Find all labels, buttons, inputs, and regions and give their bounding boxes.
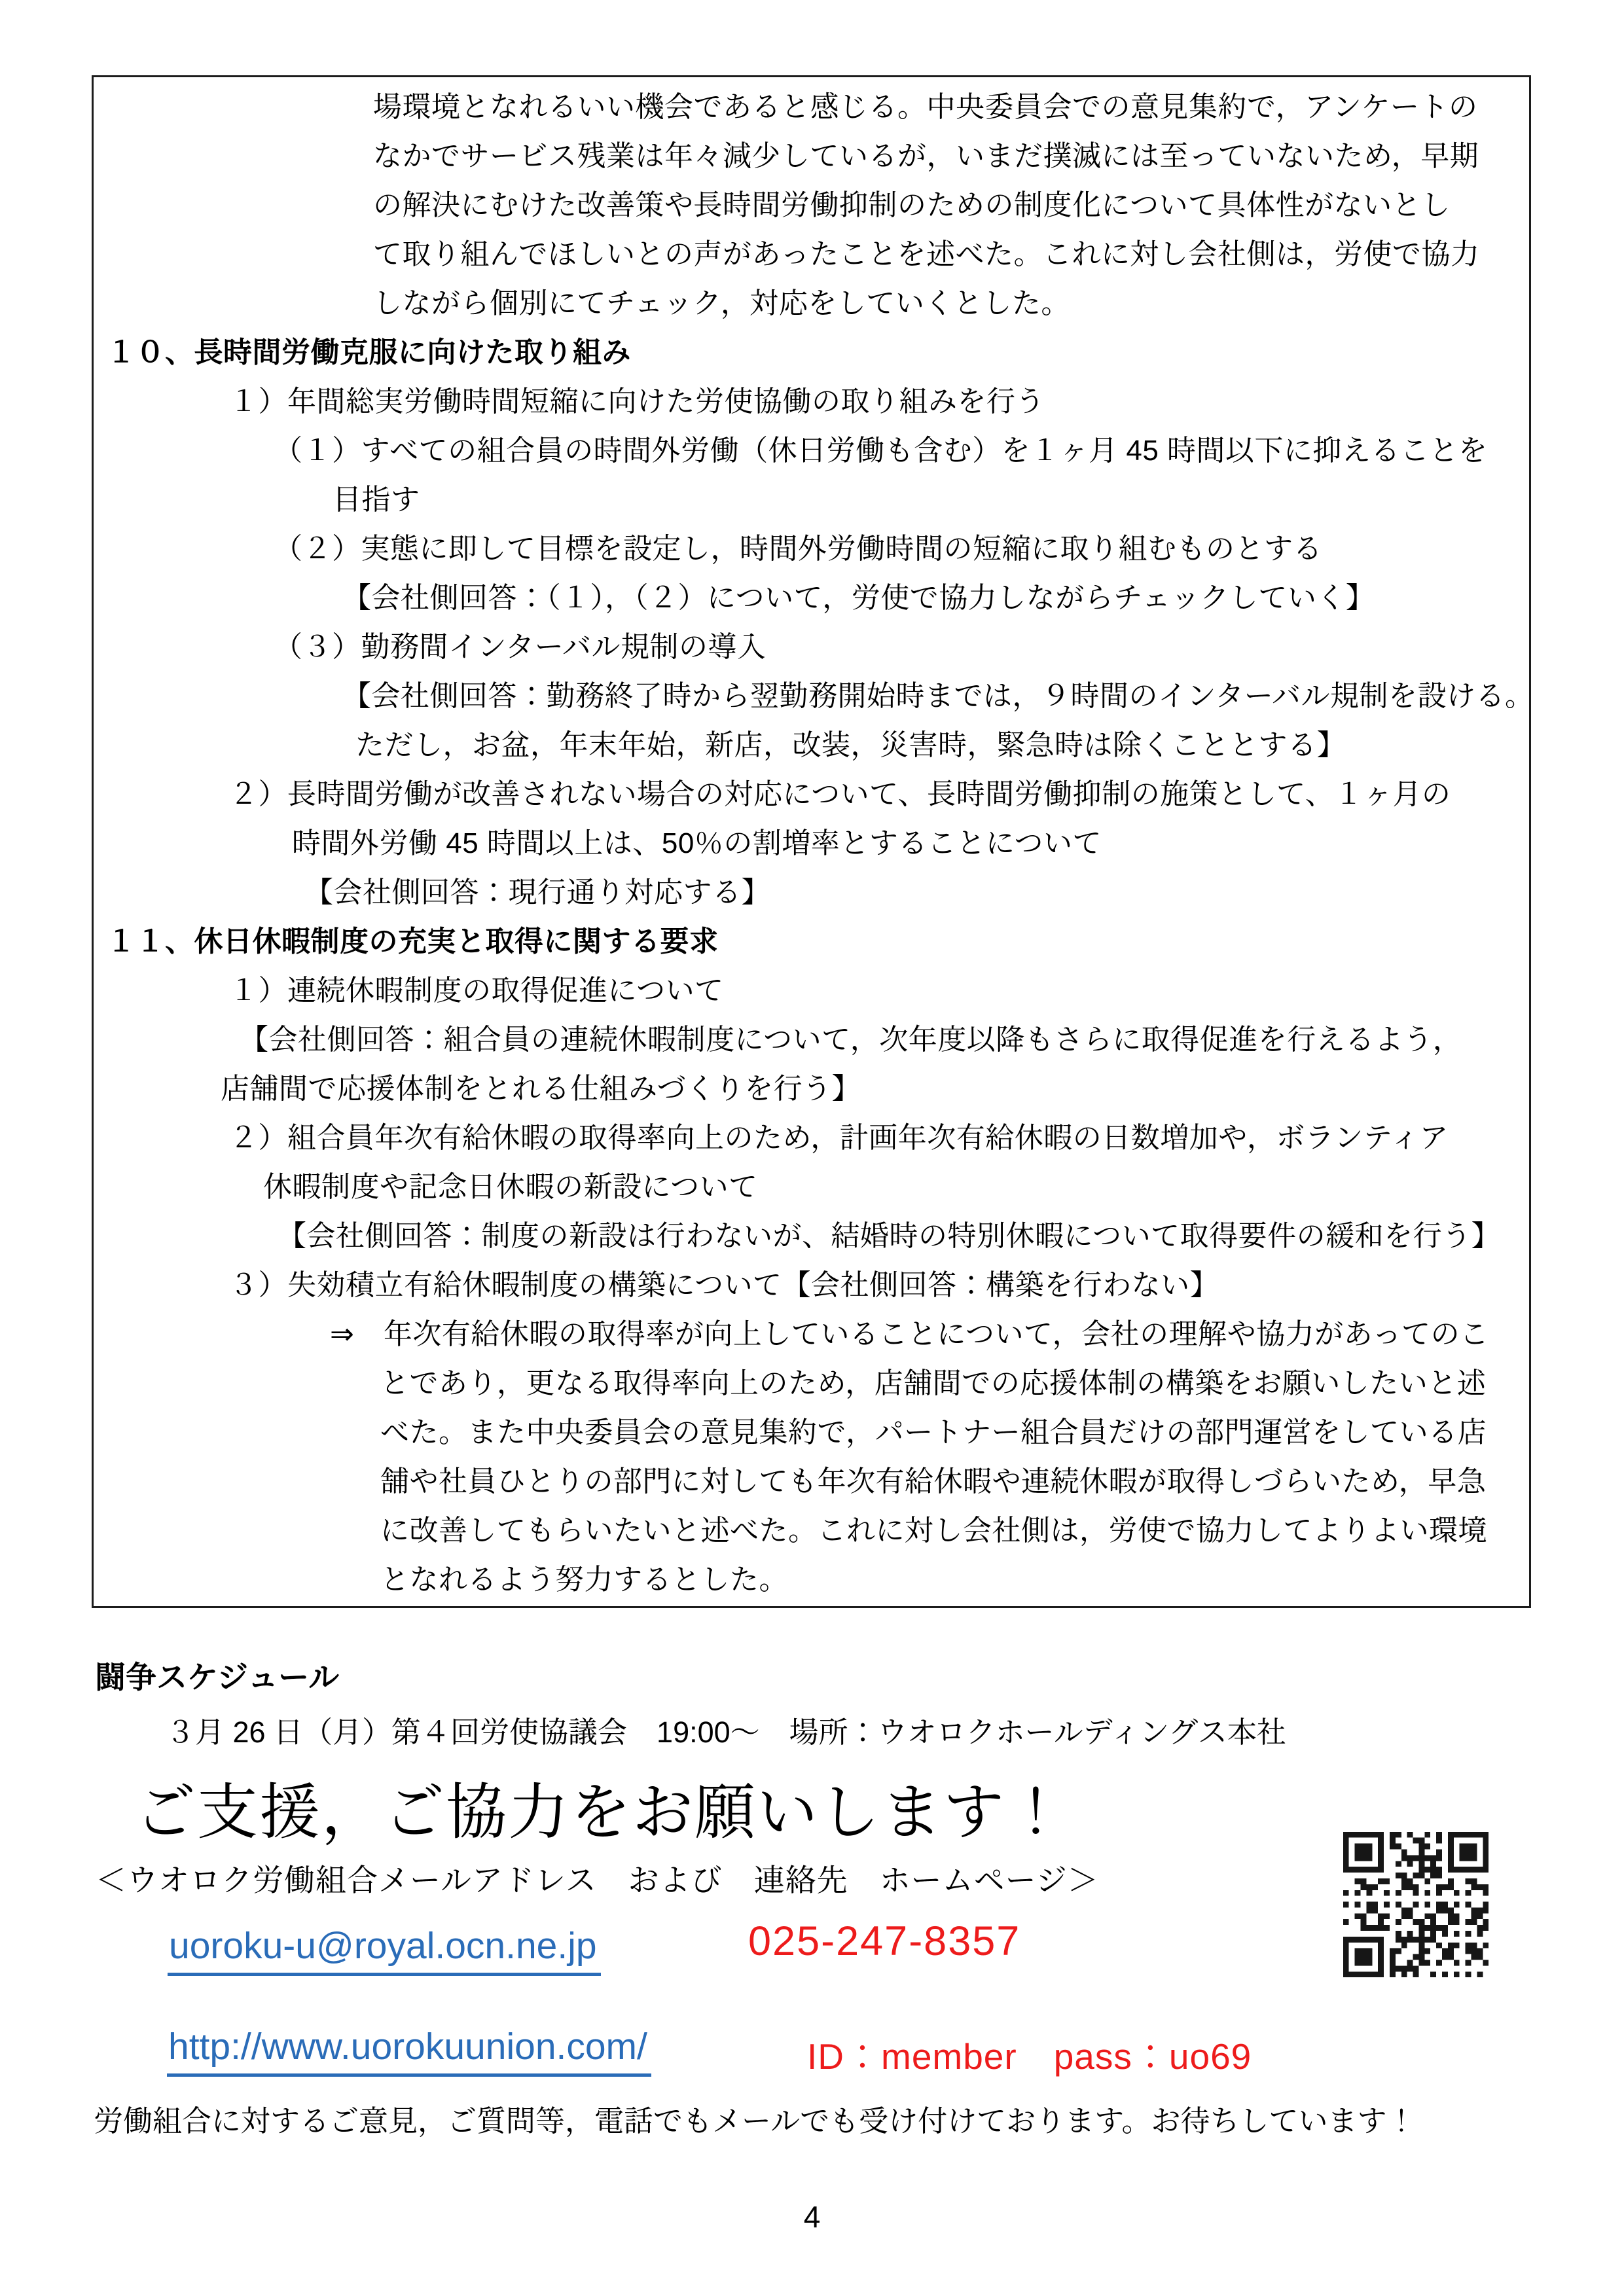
qr-code: [1331, 1818, 1500, 1991]
report-line: の解決にむけた改善策や長時間労働抑制のための制度化について具体性がないとし: [373, 189, 1451, 221]
company-answer-line: 【会社側回答：制度の新設は行わないが、結婚時の特別休暇について取得要件の緩和を行う】: [278, 1220, 1501, 1252]
report-line: なかでサービス残業は年々減少しているが，いまだ撲滅には至っていないため，早期: [373, 140, 1479, 172]
company-answer-line: ただし，お盆，年末年始，新店，改装，災害時，緊急時は除くこととする】: [355, 729, 1346, 761]
website-link[interactable]: http://www.uorokuunion.com/: [167, 2025, 651, 2077]
arrow-remark-line: 舗や社員ひとりの部門に対しても年次有給休暇や連続休暇が取得しづらいため，早急: [380, 1465, 1487, 1498]
report-line: ３）失効積立有給休暇制度の構築について【会社側回答：構築を行わない】: [229, 1269, 1219, 1301]
schedule-heading: 闘争スケジュール: [95, 1660, 340, 1695]
report-line: 休暇制度や記念日休暇の新設について: [263, 1171, 758, 1203]
report-line: しながら個別にてチェック，対応をしていくとした。: [373, 287, 1070, 319]
arrow-remark-line: となれるよう努力するとした。: [380, 1564, 788, 1596]
arrow-remark-line: とであり，更なる取得率向上のため，店舗間での応援体制の構築をお願いしたいと述: [380, 1367, 1487, 1399]
company-answer-line: 【会社側回答：現行通り対応する】: [304, 876, 770, 908]
contact-caption: ＜ウオロク労働組合メールアドレス および 連絡先 ホームページ＞: [96, 1863, 1099, 1897]
report-line: （１）すべての組合員の時間外労働（休日労働も含む）を１ヶ月 45 時間以下に抑えることを: [274, 435, 1488, 467]
report-line: １）年間総実労働時間短縮に向けた労使協働の取り組みを行う: [229, 386, 1045, 418]
company-answer-line: 【会社側回答：組合員の連続休暇制度について，次年度以降もさらに取得促進を行えるよう，: [240, 1024, 1462, 1056]
company-answer-line: 店舗間で応援体制をとれる仕組みづくりを行う】: [221, 1073, 861, 1105]
section-10-heading: １０、長時間労働克服に向けた取り組み: [107, 336, 631, 368]
page-number: 4: [803, 2200, 821, 2234]
login-credentials: ID：member pass：uo69: [807, 2036, 1252, 2077]
report-line: 場環境となれるいい機会であると感じる。中央委員会での意見集約で，アンケートの: [373, 91, 1478, 123]
report-line: て取り組んでほしいとの声があったことを述べた。これに対し会社側は，労使で協力: [373, 238, 1480, 270]
email-link[interactable]: uoroku-u@royal.ocn.ne.jp: [168, 1924, 601, 1976]
appeal-headline: ご支援，ご協力をお願いします！: [135, 1778, 1068, 1846]
company-answer-line: 【会社側回答：勤務終了時から翌勤務開始時までは，９時間のインターバル規制を設ける。: [342, 680, 1534, 712]
report-line: （３）勤務間インターバル規制の導入: [274, 631, 767, 663]
report-line: 時間外労働 45 時間以上は、50％の割増率とすることについて: [292, 827, 1102, 859]
report-line: ２）長時間労働が改善されない場合の対応について、長時間労働抑制の施策として、１ヶ月の: [229, 778, 1451, 810]
report-line: （２）実態に即して目標を設定し，時間外労働時間の短縮に取り組むものとする: [274, 533, 1322, 565]
report-line: １）連続休暇制度の取得促進について: [229, 975, 724, 1007]
report-box: [92, 75, 1534, 1608]
footer-note: 労働組合に対するご意見，ご質問等，電話でもメールでも受け付けております。お待ちしています！: [94, 2104, 1416, 2138]
section-11-heading: １１、休日休暇制度の充実と取得に関する要求: [107, 925, 719, 958]
arrow-remark-line: ⇒ 年次有給休暇の取得率が向上していることについて，会社の理解や協力があってのこ: [330, 1318, 1489, 1350]
report-line: ２）組合員年次有給休暇の取得率向上のため，計画年次有給休暇の日数増加や，ボランティア: [229, 1122, 1449, 1154]
company-answer-line: 【会社側回答：（１），（２）について，労使で協力しながらチェックしていく】: [342, 582, 1375, 614]
arrow-remark-line: べた。また中央委員会の意見集約で，パートナー組合員だけの部門運営をしている店: [380, 1416, 1487, 1448]
schedule-entry: ３月 26 日（月）第４回労使協議会 19:00～ 場所：ウオロクホールディングス本社: [166, 1715, 1286, 1749]
arrow-remark-line: に改善してもらいたいと述べた。これに対し会社側は，労使で協力してよりよい環境: [380, 1515, 1487, 1547]
phone-number: 025-247-8357: [748, 1918, 1021, 1964]
report-line: 目指す: [333, 484, 420, 516]
